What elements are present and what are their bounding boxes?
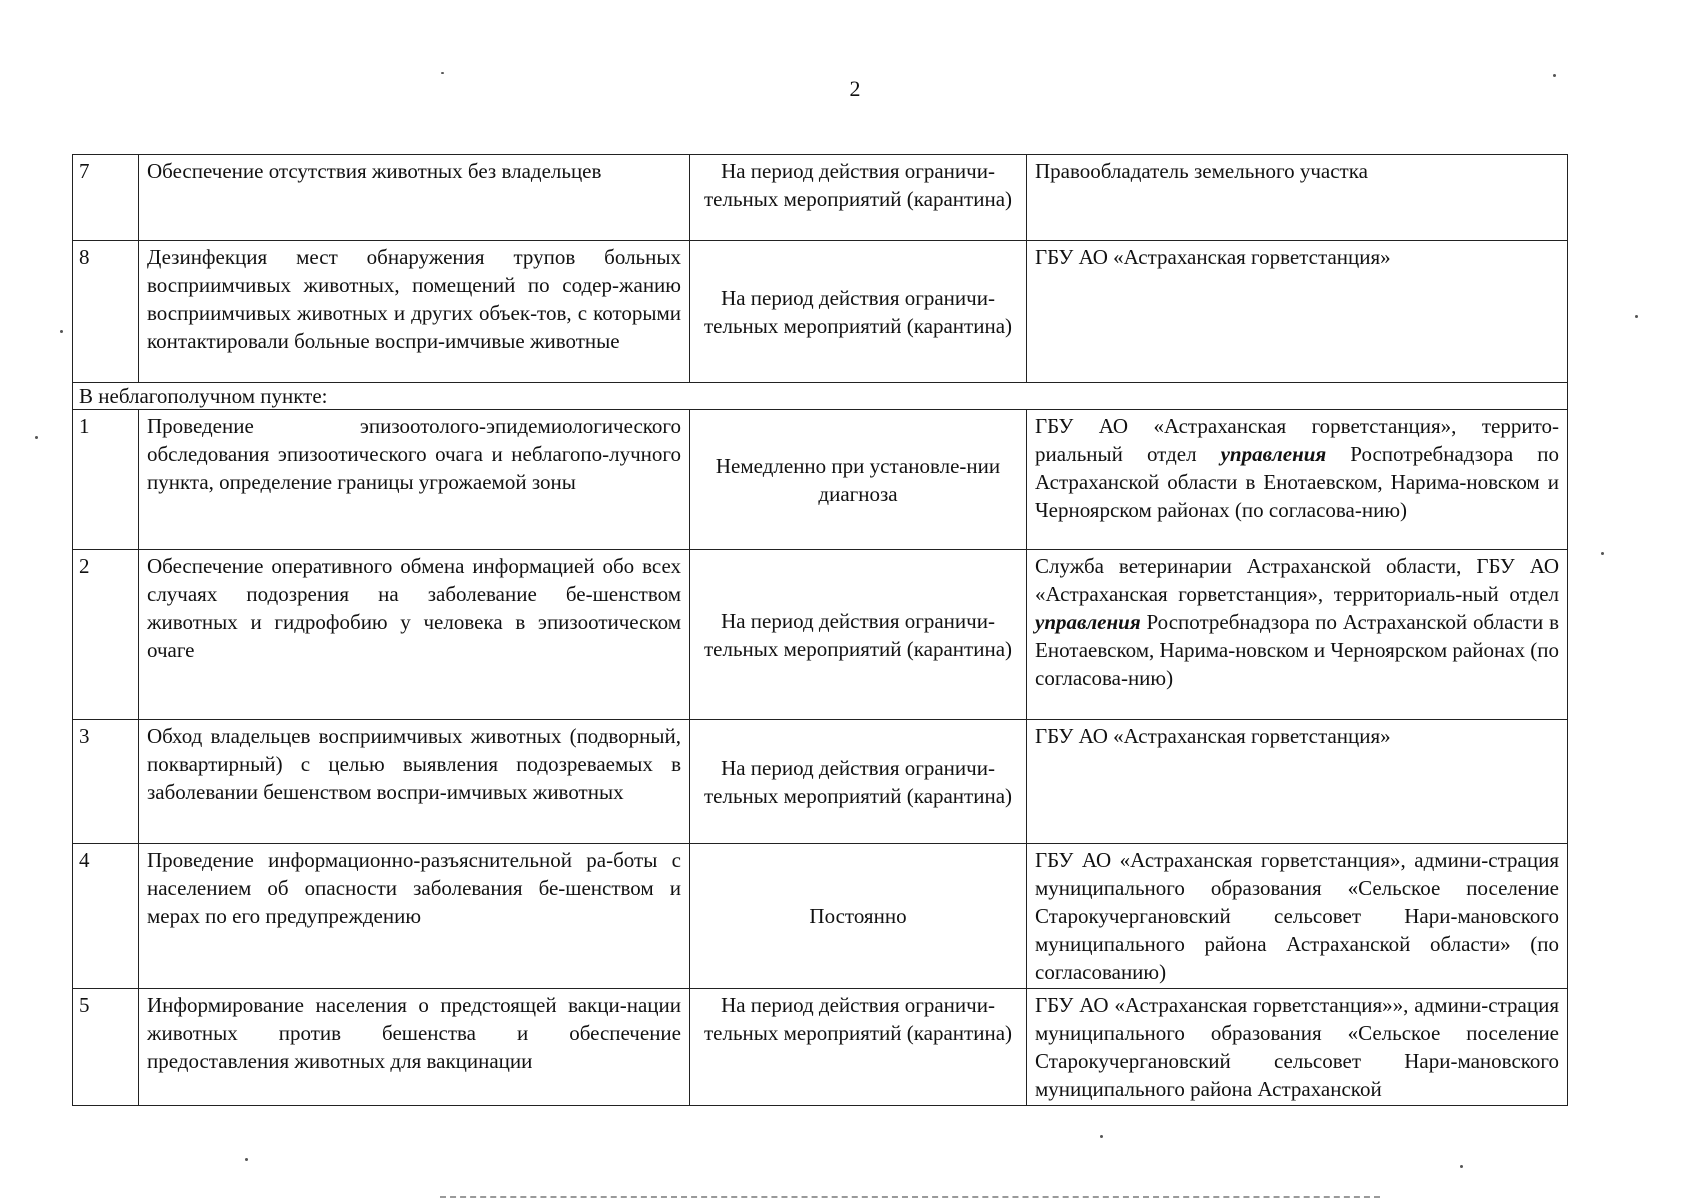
table-row (73, 844, 1568, 989)
responsible-cell (1027, 410, 1568, 550)
responsible-text-pre: ГБУ АО «Астраханская горветстанция»», админи-страция муниципального образования «Сельское поселение Старокучергановский сельсовет Нари-мановского муниципального района Астраханской (1035, 993, 1559, 1101)
responsible-cell (1027, 989, 1568, 1106)
page-number: 2 (849, 76, 861, 101)
responsible-text-pre: ГБУ АО «Астраханская горветстанция», террито-риальный отдел (1035, 414, 1559, 466)
row-number: 2 (73, 550, 139, 720)
action-cell: Дезинфекция мест обнаружения трупов больных восприимчивых животных, помещений по содер-жанию восприимчивых животных и других объек-тов, с которыми контактировали больные воспри-имчивые животные (139, 241, 690, 383)
responsible-cell: Правообладатель земельного участка (1027, 155, 1568, 241)
measures-table (72, 154, 1568, 1106)
table-row (73, 155, 1568, 241)
table-row (73, 989, 1568, 1106)
scan-speck (1460, 1165, 1463, 1168)
scan-speck (1553, 74, 1556, 77)
term-cell: На период действия ограничи-тельных мероприятий (карантина) (690, 720, 1027, 844)
responsible-cell: ГБУ АО «Астраханская горветстанция» (1027, 241, 1568, 383)
responsible-text-emphasis: управления (1220, 442, 1327, 466)
responsible-text-post: Роспотребнадзора по Астраханской области в Енотаевском, Нарима-новском и Черноярском районах (по согласова-нию) (1035, 442, 1559, 522)
action-cell: Обход владельцев восприимчивых животных (подворный, поквартирный) с целью выявления подозреваемых в заболевании бешенством воспри-имчивых животных (139, 720, 690, 844)
responsible-cell (1027, 550, 1568, 720)
row-number: 1 (73, 410, 139, 550)
term-cell: На период действия ограничи-тельных мероприятий (карантина) (690, 155, 1027, 241)
row-number: 5 (73, 989, 139, 1106)
table-row (73, 410, 1568, 550)
responsible-text-pre: ГБУ АО «Астраханская горветстанция», админи-страция муниципального образования «Сельское поселение Старокучергановский сельсовет Нари-мановского муниципального района Астраханской области» (по согласованию) (1035, 848, 1559, 984)
responsible-text-pre: ГБУ АО «Астраханская горветстанция» (1035, 724, 1391, 748)
term-cell: На период действия ограничи-тельных мероприятий (карантина) (690, 241, 1027, 383)
row-number: 7 (73, 155, 139, 241)
scan-speck (60, 330, 63, 333)
table-row (73, 720, 1568, 844)
term-cell: Немедленно при установле-нии диагноза (690, 410, 1027, 550)
scan-speck (441, 72, 444, 74)
section-row (73, 383, 1568, 410)
action-cell: Проведение эпизоотолого-эпидемиологического обследования эпизоотического очага и неблагопо-лучного пункта, определение границы угрожаемой зоны (139, 410, 690, 550)
responsible-cell (1027, 720, 1568, 844)
responsible-text-pre: Служба ветеринарии Астраханской области, ГБУ АО «Астраханская горветстанция», территориаль-ный отдел (1035, 554, 1559, 606)
action-cell: Обеспечение отсутствия животных без владельцев (139, 155, 690, 241)
scan-speck (1100, 1135, 1103, 1138)
action-cell: Проведение информационно-разъяснительной ра-боты с населением об опасности заболевания бе-шенством и мерах по его предупреждению (139, 844, 690, 989)
table-row (73, 550, 1568, 720)
row-number: 8 (73, 241, 139, 383)
action-cell: Обеспечение оперативного обмена информацией обо всех случаях подозрения на заболевание бе-шенством животных и гидрофобию у человека в эпизоотическом очаге (139, 550, 690, 720)
responsible-text-emphasis: управления (1035, 610, 1141, 634)
term-cell: На период действия ограничи-тельных мероприятий (карантина) (690, 989, 1027, 1106)
scan-speck (245, 1158, 248, 1161)
scan-speck (1635, 315, 1638, 318)
term-cell: На период действия ограничи-тельных мероприятий (карантина) (690, 550, 1027, 720)
row-number: 3 (73, 720, 139, 844)
responsible-cell (1027, 844, 1568, 989)
scan-speck (1601, 552, 1604, 555)
table-row (73, 241, 1568, 383)
scan-edge-line (440, 1196, 1380, 1200)
action-cell: Информирование населения о предстоящей вакци-нации животных против бешенства и обеспечение предоставления животных для вакцинации (139, 989, 690, 1106)
term-cell: Постоянно (690, 844, 1027, 989)
row-number: 4 (73, 844, 139, 989)
responsible-text-post: Роспотребнадзора по Астраханской области в Енотаевском, Нарима-новском и Черноярском районах (по согласова-нию) (1035, 610, 1559, 690)
scan-speck (35, 436, 38, 439)
section-label: В неблагополучном пункте: (73, 383, 1568, 410)
